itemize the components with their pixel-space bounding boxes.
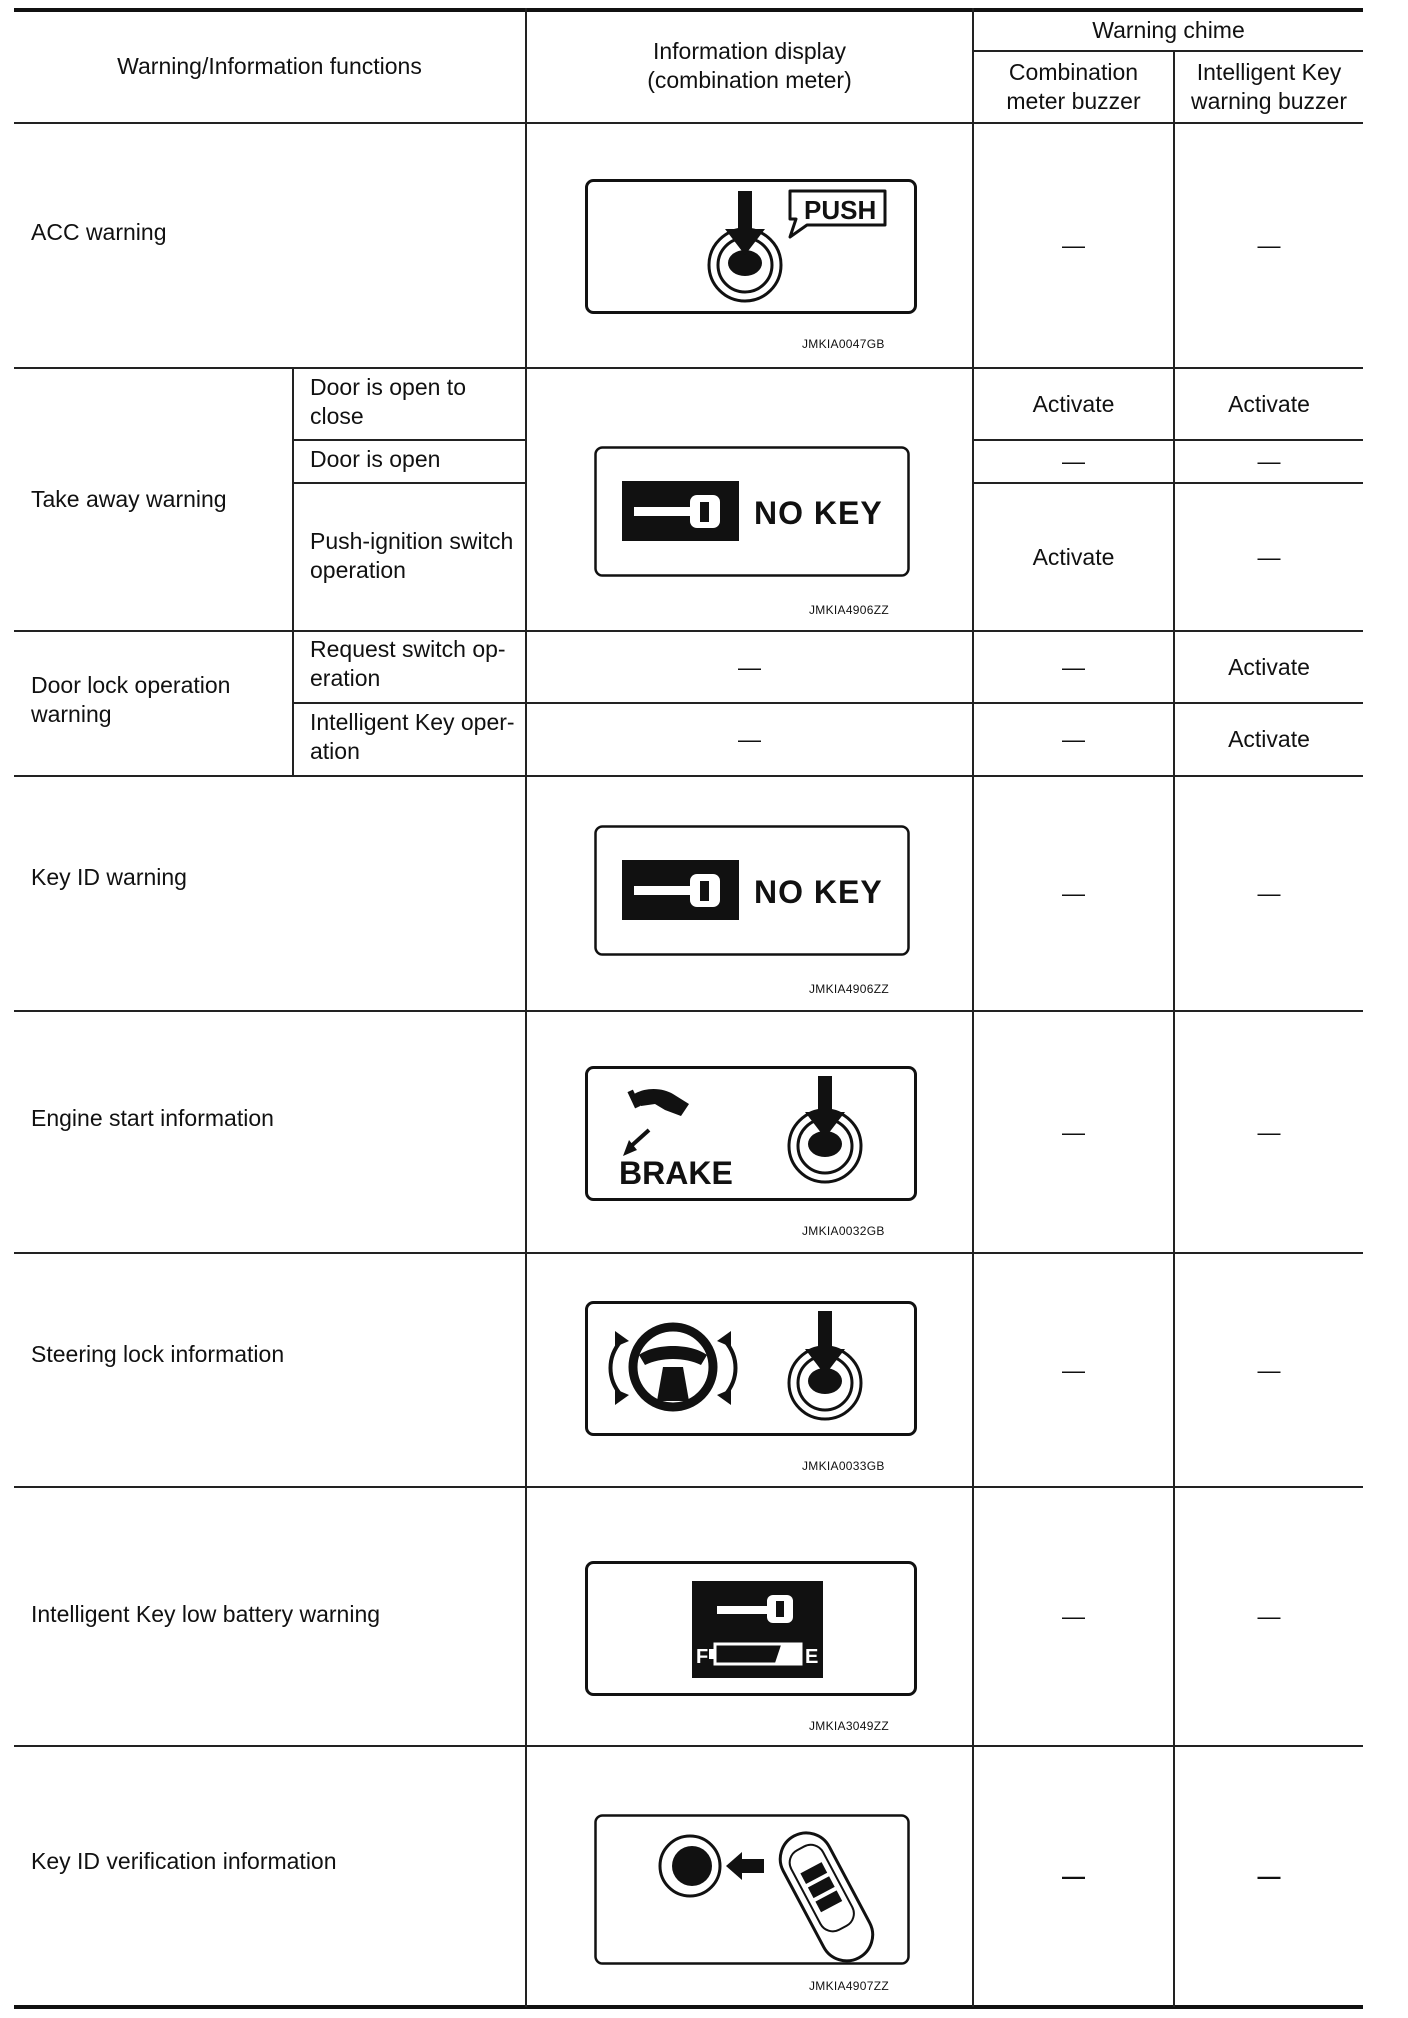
steering-lock-display-icon: [585, 1301, 917, 1438]
doorlock-sub2-line1: Intelligent Key oper-: [310, 709, 515, 735]
brake-text: BRAKE: [619, 1155, 733, 1191]
push-bubble-text: PUSH: [804, 195, 877, 225]
doorlock-label-line1: Door lock operation: [31, 672, 231, 698]
doorlock-s1-combination: —: [1062, 653, 1085, 680]
doorlock-s2-combination: —: [1062, 726, 1085, 752]
column-divider: [525, 8, 527, 2007]
keyid-intelligent-value: —: [1257, 880, 1281, 906]
takeaway-nokey-text: NO KEY: [754, 495, 883, 531]
takeaway-sub1-line2: close: [310, 403, 364, 429]
row-divider: [293, 439, 527, 441]
takeaway-s3-combination: Activate: [1032, 543, 1115, 570]
steering-lock-label: Steering lock information: [31, 1340, 285, 1367]
battery-f-label: F: [696, 1646, 709, 1668]
engine-start-display-icon: [585, 1066, 917, 1203]
verify-intelligent-value: —: [1257, 1862, 1281, 1889]
doorlock-sub1-line1: Request switch op-: [310, 636, 506, 662]
header-intelligent-key-buzzer: [1175, 52, 1363, 122]
takeaway-s2-intelligent: —: [1257, 448, 1281, 474]
header-warning-chime: [974, 10, 1363, 50]
header-functions: [14, 10, 525, 122]
header-warning-chime-text: Warning chime: [1092, 16, 1245, 43]
header-info-display-line1: Information display: [652, 38, 847, 64]
keyid-combination-value: —: [1062, 880, 1085, 906]
engine-combination-value: —: [1062, 1118, 1085, 1145]
doorlock-s1-display: —: [738, 653, 761, 680]
acc-combination-value: —: [1062, 232, 1085, 258]
header-col3-line1: Combination: [1008, 59, 1139, 85]
steering-combination-value: —: [1062, 1356, 1085, 1383]
row-divider: [293, 482, 527, 484]
verify-combination-value: —: [1062, 1862, 1085, 1889]
battery-e-label: E: [805, 1646, 819, 1668]
table-bottom-border: [14, 2005, 1363, 2009]
header-col3-line2: meter buzzer: [1006, 88, 1141, 114]
header-functions-text: Warning/Information functions: [117, 52, 422, 79]
key-verification-label: Key ID verification information: [31, 1847, 337, 1874]
doorlock-s2-intelligent: Activate: [1228, 726, 1310, 752]
steering-intelligent-value: —: [1257, 1356, 1281, 1383]
takeaway-image-code: JMKIA4906ZZ: [809, 603, 889, 617]
keyid-nokey-text: NO KEY: [754, 874, 883, 910]
steering-image-code: JMKIA0033GB: [802, 1459, 885, 1473]
low-battery-label: Intelligent Key low battery warning: [31, 1600, 381, 1627]
column-divider: [292, 367, 294, 775]
takeaway-warning-label: Take away warning: [31, 486, 227, 512]
acc-intelligent-value: —: [1257, 232, 1281, 258]
acc-push-display-icon: [585, 179, 917, 317]
takeaway-s3-intelligent: —: [1257, 543, 1281, 570]
takeaway-sub2: Door is open: [310, 446, 441, 472]
battery-combination-value: —: [1062, 1603, 1085, 1629]
keyid-image-code: JMKIA4906ZZ: [809, 982, 889, 996]
header-combination-buzzer: [974, 52, 1173, 122]
key-verification-display-icon: [594, 1814, 910, 1967]
doorlock-s2-display: —: [738, 726, 761, 752]
engine-image-code: JMKIA0032GB: [802, 1224, 885, 1238]
acc-image-code: JMKIA0047GB: [802, 337, 885, 351]
header-col4-line1: Intelligent Key: [1196, 59, 1342, 85]
header-info-display-line2: (combination meter): [647, 67, 852, 93]
header-col4-line2: warning buzzer: [1191, 88, 1347, 114]
takeaway-s1-intelligent: Activate: [1228, 390, 1310, 417]
battery-intelligent-value: —: [1257, 1603, 1281, 1629]
engine-start-label: Engine start information: [31, 1104, 274, 1131]
doorlock-s1-intelligent: Activate: [1228, 653, 1310, 680]
acc-warning-label: ACC warning: [31, 218, 167, 245]
doorlock-sub1-line2: eration: [310, 665, 381, 691]
low-battery-display-icon: [585, 1561, 917, 1698]
takeaway-sub1-line1: Door is open to: [310, 374, 466, 400]
takeaway-nokey-display-icon: [594, 446, 910, 579]
keyid-warning-label: Key ID warning: [31, 863, 187, 890]
takeaway-s1-combination: Activate: [1032, 390, 1115, 417]
verify-image-code: JMKIA4907ZZ: [809, 1979, 889, 1993]
takeaway-sub3-line2: operation: [310, 557, 406, 583]
doorlock-sub2-line2: ation: [310, 738, 360, 764]
header-info-display: [527, 10, 972, 122]
takeaway-s2-combination: —: [1062, 448, 1085, 474]
engine-intelligent-value: —: [1257, 1118, 1281, 1145]
takeaway-sub3-line1: Push-ignition switch: [310, 528, 514, 554]
keyid-nokey-display-icon: [594, 825, 910, 958]
doorlock-label-line2: warning: [31, 701, 112, 727]
battery-image-code: JMKIA3049ZZ: [809, 1719, 889, 1733]
